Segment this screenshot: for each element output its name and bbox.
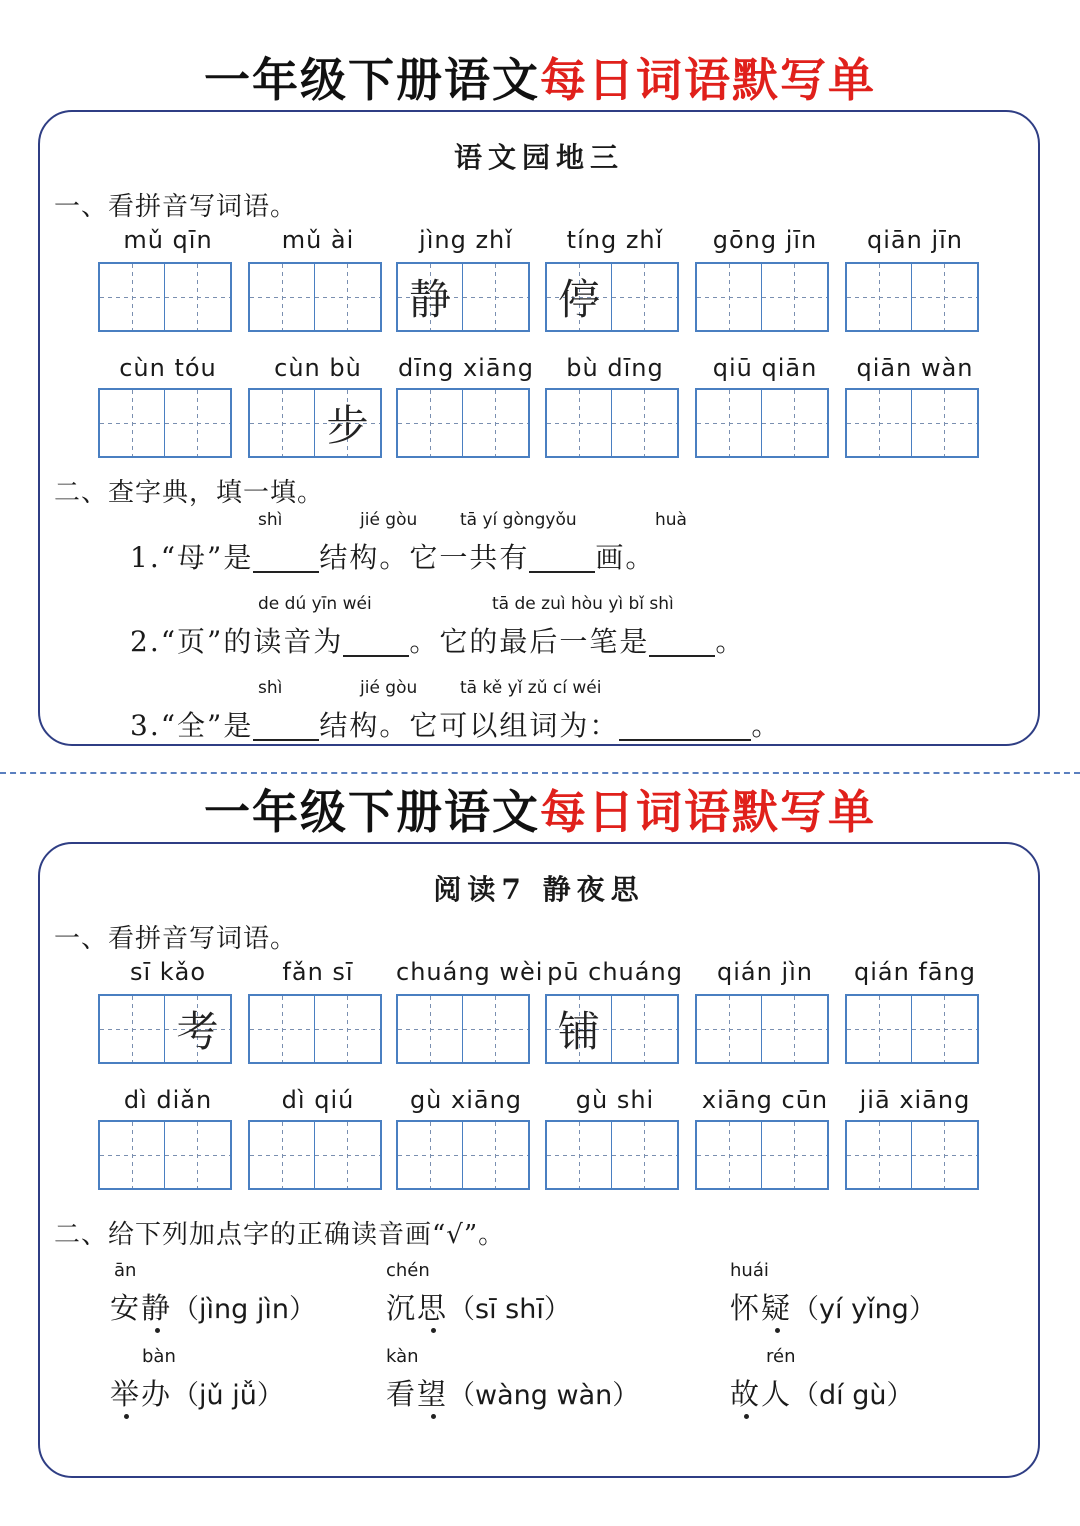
section-heading: 一、看拼音写词语。 [54,192,298,222]
pinyin-label: fǎn sī [282,958,354,986]
writing-box[interactable] [695,262,829,332]
writing-box-row [98,1120,998,1192]
dotted-char: 疑 [761,1291,793,1325]
dotted-char: 故 [730,1377,762,1411]
writing-box[interactable] [695,388,829,458]
writing-box[interactable] [396,388,530,458]
section-heading: 二、查字典，填一填。 [54,478,325,508]
pinyin-row [98,958,998,994]
section-heading: 一、看拼音写词语。 [54,924,298,954]
pinyin-label: jiā xiāng [859,1086,971,1114]
answer-blank[interactable] [343,629,409,657]
writing-box[interactable] [98,388,232,458]
worksheet-card [38,842,1040,1478]
writing-box[interactable] [396,1120,530,1190]
pinyin-label: xiāng cūn [701,1086,829,1114]
main-title: 一年级下册语文每日词语默写单 [204,53,876,107]
pinyin-row [98,1086,998,1122]
pinyin-label: qiān jīn [867,226,963,254]
writing-box[interactable] [695,994,829,1064]
pinyin-label: dīng xiāng [398,354,534,382]
pinyin-label: chuáng wèi [396,958,544,986]
writing-box[interactable] [845,994,979,1064]
writing-box[interactable] [845,388,979,458]
reading-item: huái 怀疑（yí yǐng） [730,1260,936,1325]
dotted-char: 静 [141,1291,173,1325]
pinyin-label: bù dīng [566,354,664,382]
main-title: 一年级下册语文每日词语默写单 [204,785,876,839]
writing-box[interactable] [248,1120,382,1190]
worksheet-1 [0,0,1080,760]
writing-box[interactable]: 静 [396,262,530,332]
lesson-title: 语文园地三 [453,141,624,174]
pinyin-row [98,226,998,262]
reading-item: kàn 看望（wàng wàn） [386,1346,640,1411]
reading-options[interactable]: （dí gù） [792,1380,914,1411]
pinyin-label: gù xiāng [409,1086,523,1114]
pinyin-label: sī kǎo [129,958,207,986]
pinyin-label: gōng jīn [712,226,818,254]
pinyin-label: pū chuáng [547,958,683,986]
reading-options[interactable]: （wàng wàn） [448,1380,640,1411]
worksheet-card [38,110,1040,746]
reading-options[interactable]: （jǔ jǚ） [172,1380,284,1411]
pinyin-label: qiān wàn [856,354,974,382]
writing-box-row [98,388,998,460]
writing-box[interactable]: 铺 [545,994,679,1064]
writing-box[interactable] [98,1120,232,1190]
reading-options[interactable]: （yí yǐng） [792,1294,936,1325]
pinyin-label: dì diǎn [123,1086,213,1114]
pinyin-label: dì qiú [281,1086,355,1114]
writing-box[interactable] [845,262,979,332]
dotted-char: 望 [417,1377,449,1411]
pinyin-label: cùn tóu [119,354,217,382]
reading-item: rén 故人（dí gù） [730,1346,914,1411]
answer-blank[interactable] [649,629,715,657]
section-heading: 二、给下列加点字的正确读音画“√”。 [54,1220,506,1250]
writing-box[interactable] [98,262,232,332]
writing-box[interactable] [396,994,530,1064]
dotted-char: 举 [110,1377,142,1411]
answer-blank[interactable] [253,545,319,573]
writing-box-row [98,262,998,334]
writing-box[interactable] [845,1120,979,1190]
writing-box[interactable]: 停 [545,262,679,332]
writing-box[interactable]: 考 [98,994,232,1064]
writing-box[interactable] [248,262,382,332]
pinyin-row [98,354,998,390]
question-1: shì jié gòu tā yí gòngyǒu huà 1.“母”是 结构。它一共有 画。 [130,510,687,574]
lesson-title: 阅读7 静夜思 [433,873,645,906]
answer-blank[interactable] [529,545,595,573]
pinyin-label: qiū qiān [712,354,818,382]
pinyin-label: tíng zhǐ [566,226,664,254]
reading-item: bàn 举办（jǔ jǚ） [110,1346,284,1411]
reading-item: chén 沉思（sī shī） [386,1260,571,1325]
reading-options[interactable]: （sī shī） [448,1294,571,1325]
writing-box[interactable] [545,1120,679,1190]
pinyin-label: cùn bù [274,354,362,382]
worksheet-2 [0,732,1080,1492]
writing-box[interactable] [545,388,679,458]
reading-item: ān 安静（jìng jìn） [110,1260,316,1325]
question-3: shì jié gòu tā kě yǐ zǔ cí wéi 3.“全”是 结构。它可以组词为： 。 [130,678,782,742]
writing-box-row [98,994,998,1066]
pinyin-label: gù shi [575,1086,655,1114]
dotted-char: 思 [417,1291,449,1325]
question-2: de dú yīn wéi tā de zuì hòu yì bǐ shì 2.“页”的读音为 。它的最后一笔是 。 [130,594,746,658]
pinyin-label: mǔ ài [281,226,355,254]
pinyin-label: qián fāng [853,958,977,986]
pinyin-label: jìng zhǐ [419,226,513,254]
reading-options[interactable]: （jìng jìn） [172,1294,316,1325]
writing-box[interactable] [695,1120,829,1190]
writing-box[interactable] [248,994,382,1064]
pinyin-label: qián jìn [717,958,813,986]
writing-box[interactable]: 步 [248,388,382,458]
pinyin-label: mǔ qīn [123,226,213,254]
